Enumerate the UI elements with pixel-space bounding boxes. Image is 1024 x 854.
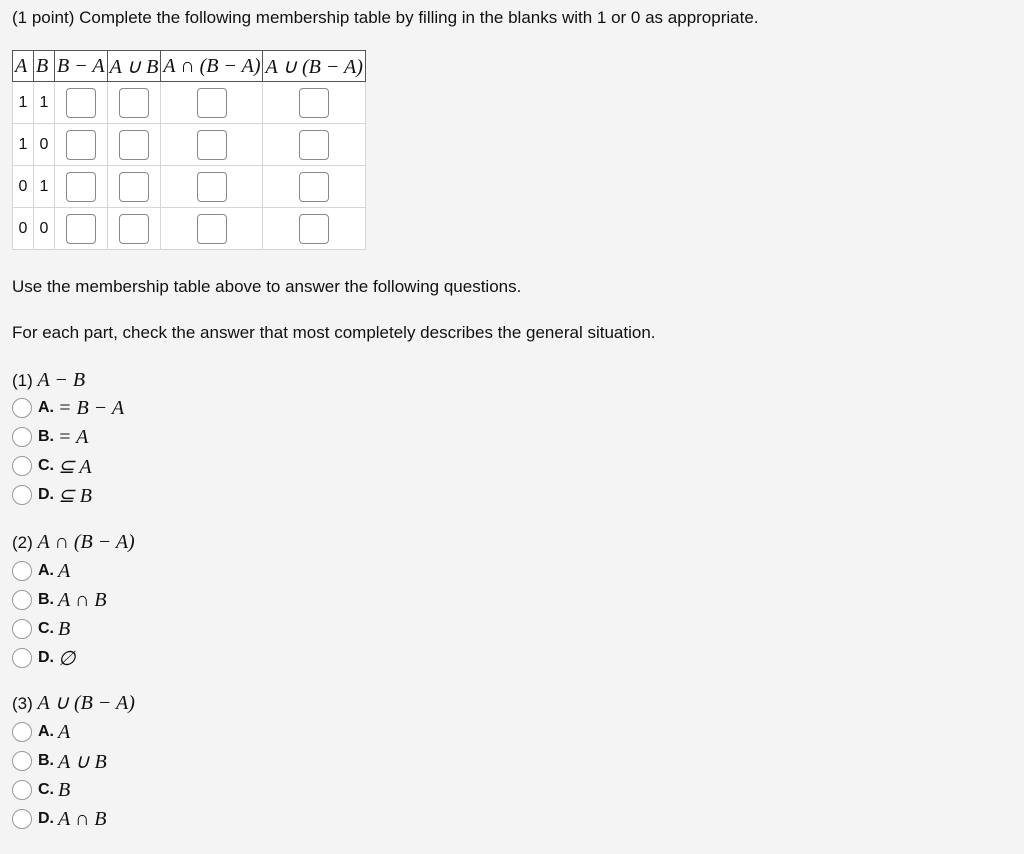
answer-input[interactable] [197,214,227,244]
option-label: A. [38,399,54,416]
question-2-option-d[interactable] [12,646,75,670]
cell-a-value: 1 [13,124,34,166]
question-2-option-c[interactable] [12,617,70,641]
option-expression: ⊆ A [58,455,92,478]
option-label: D. [38,649,54,666]
table-header-row [13,51,366,82]
membership-table [12,50,366,250]
radio-button[interactable] [12,751,32,771]
radio-button[interactable] [12,485,32,505]
radio-button[interactable] [12,398,32,418]
intro-text: Use the membership table above to answer the following questions. [12,277,522,296]
answer-input[interactable] [299,172,329,202]
radio-button[interactable] [12,561,32,581]
option-expression: A [58,720,71,743]
option-expression: = B − A [58,396,125,419]
answer-input[interactable] [299,88,329,118]
question-expression: A ∪ (B − A) [37,692,135,714]
option-expression: B [58,617,71,640]
header-a-intersect-b-minus-a: A ∩ (B − A) [161,51,263,82]
radio-button[interactable] [12,648,32,668]
header-b-minus-a: B − A [55,51,108,82]
table-row [13,124,366,166]
cell-b-value: 1 [34,82,55,124]
cell-a-value: 0 [13,208,34,250]
cell-b-value: 0 [34,208,55,250]
option-label: B. [38,752,54,769]
guidance-text: For each part, check the answer that most completely describes the general situation. [12,323,656,342]
question-expression: A − B [37,369,86,391]
radio-button[interactable] [12,722,32,742]
table-row [13,166,366,208]
table-row [13,82,366,124]
option-label: A. [38,723,54,740]
question-3-option-c[interactable] [12,778,70,802]
cell-b-value: 1 [34,166,55,208]
question-1-option-d[interactable] [12,483,92,507]
answer-input[interactable] [197,130,227,160]
option-expression: A [58,559,71,582]
question-number: (1) [12,371,33,390]
question-3-option-d[interactable] [12,807,107,831]
option-expression: B [58,778,71,801]
option-expression: = A [58,425,89,448]
answer-input[interactable] [197,88,227,118]
option-label: D. [38,486,54,503]
answer-input[interactable] [119,214,149,244]
option-label: D. [38,810,54,827]
cell-a-value: 1 [13,82,34,124]
option-expression: A ∩ B [58,807,107,830]
question-3-heading [12,692,135,715]
answer-input[interactable] [66,214,96,244]
option-label: B. [38,591,54,608]
answer-input[interactable] [66,172,96,202]
answer-input[interactable] [66,88,96,118]
radio-button[interactable] [12,590,32,610]
cell-b-value: 0 [34,124,55,166]
radio-button[interactable] [12,427,32,447]
question-number: (3) [12,694,33,713]
answer-input[interactable] [119,172,149,202]
option-label: C. [38,781,54,798]
instructions: (1 point) Complete the following membership table by filling in the blanks with 1 or 0 as appropriate. [12,8,759,27]
option-label: B. [38,428,54,445]
answer-input[interactable] [299,214,329,244]
question-number: (2) [12,533,33,552]
question-1-option-b[interactable] [12,425,88,449]
cell-a-value: 0 [13,166,34,208]
table-row [13,208,366,250]
question-2-heading [12,531,135,554]
radio-button[interactable] [12,809,32,829]
question-1-option-c[interactable] [12,454,92,478]
question-1-heading [12,369,85,392]
question-2-option-a[interactable] [12,559,70,583]
radio-button[interactable] [12,780,32,800]
answer-input[interactable] [299,130,329,160]
option-expression: A ∩ B [58,588,107,611]
answer-input[interactable] [119,88,149,118]
question-1-option-a[interactable] [12,396,124,420]
answer-input[interactable] [66,130,96,160]
answer-input[interactable] [197,172,227,202]
header-b: B [34,51,55,82]
option-label: A. [38,562,54,579]
option-expression: ⊆ B [58,484,92,507]
question-3-option-b[interactable] [12,749,107,773]
radio-button[interactable] [12,619,32,639]
header-a-union-b-minus-a: A ∪ (B − A) [263,51,365,82]
header-a-union-b: A ∪ B [107,51,161,82]
header-a: A [13,51,34,82]
option-expression: ∅ [58,647,76,670]
option-expression: A ∪ B [58,750,107,773]
question-2-option-b[interactable] [12,588,107,612]
radio-button[interactable] [12,456,32,476]
option-label: C. [38,620,54,637]
question-expression: A ∩ (B − A) [37,531,135,553]
question-3-option-a[interactable] [12,720,70,744]
option-label: C. [38,457,54,474]
answer-input[interactable] [119,130,149,160]
